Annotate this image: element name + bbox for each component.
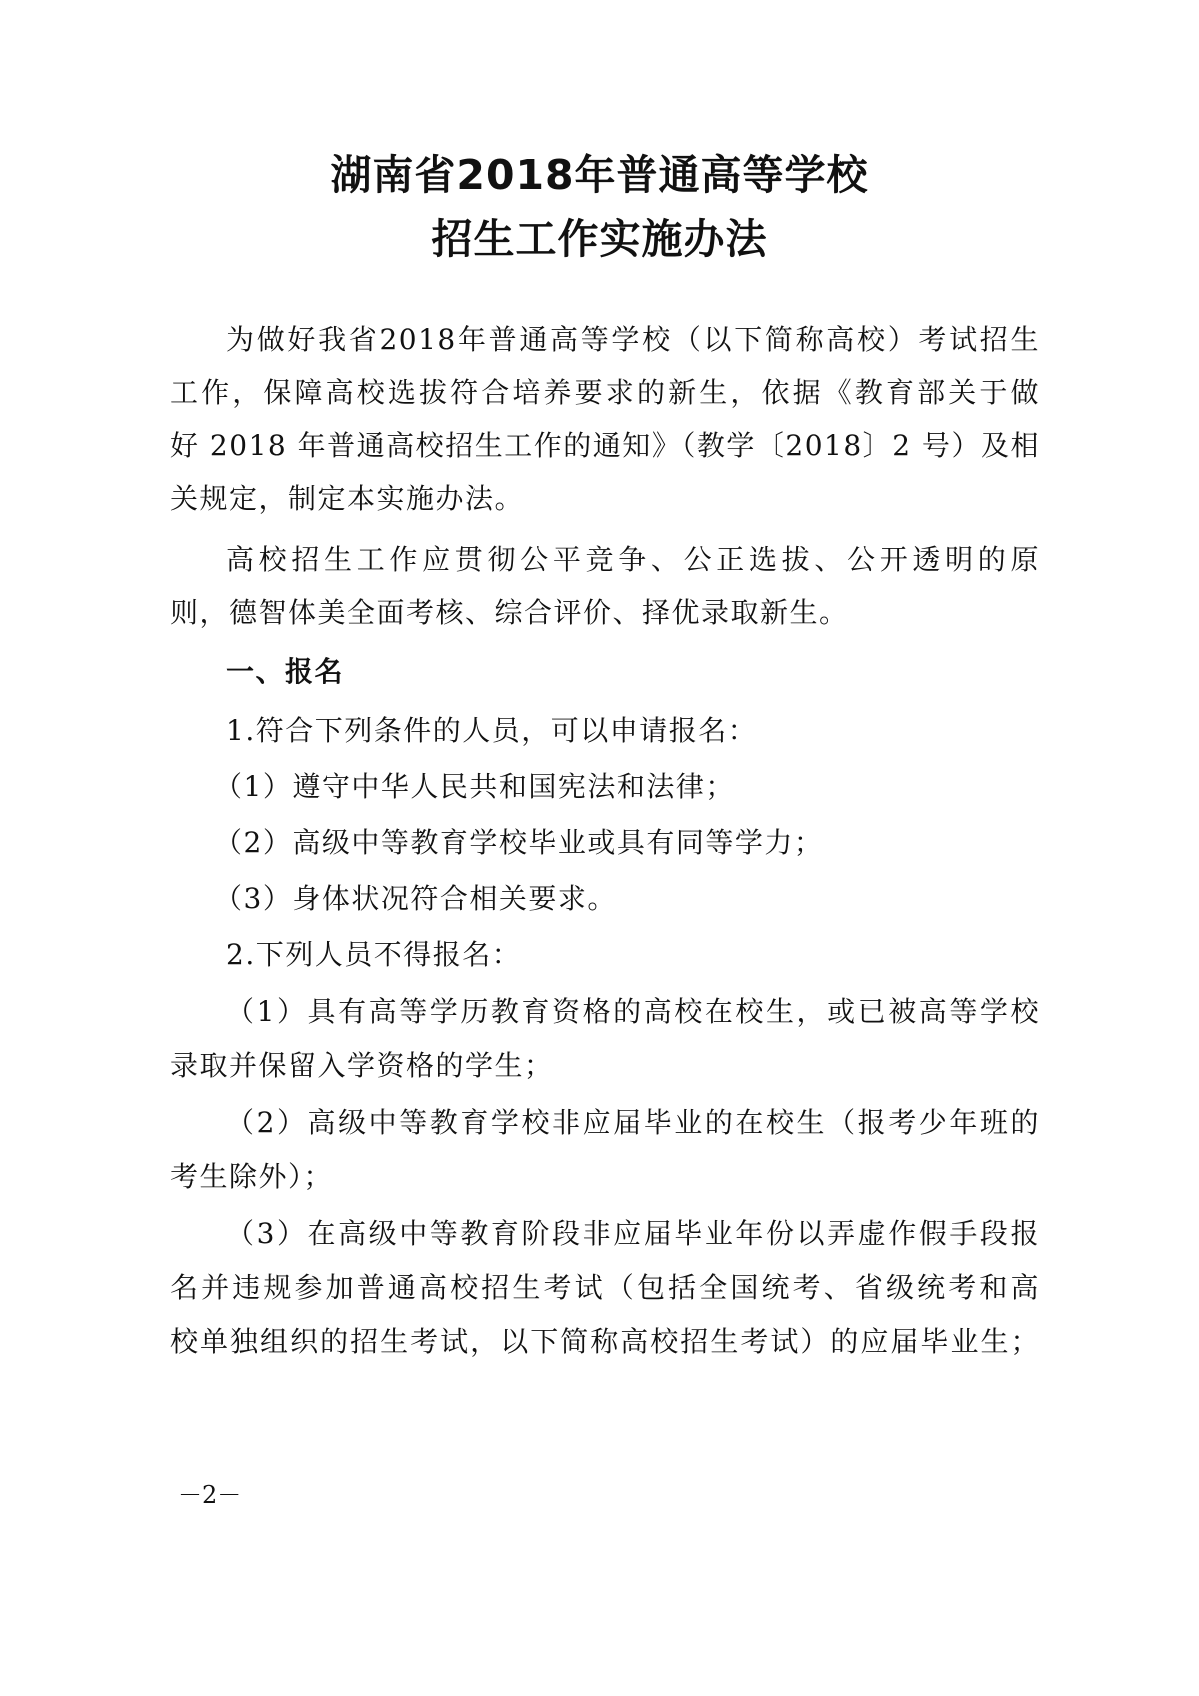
list-item: （1）遵守中华人民共和国宪法和法律； xyxy=(214,770,735,803)
list-item: （2）高级中等教育学校非应届毕业的在校生（报考少年班的 xyxy=(226,1106,1040,1139)
page-number: －2－ xyxy=(178,1481,242,1509)
paragraph-line: 名并违规参加普通高校招生考试（包括全国统考、省级统考和高 xyxy=(170,1271,1040,1304)
paragraph-line: 则，德智体美全面考核、综合评价、择优录取新生。 xyxy=(170,596,849,629)
paragraph-line: 为做好我省2018年普通高等学校（以下简称高校）考试招生 xyxy=(226,323,1040,356)
paragraph-line: 工作，保障高校选拔符合培养要求的新生，依据《教育部关于做 xyxy=(170,376,1040,409)
paragraph-line: 录取并保留入学资格的学生； xyxy=(170,1049,554,1082)
list-item: （3）身体状况符合相关要求。 xyxy=(214,882,617,915)
document-title-line1: 湖南省2018年普通高等学校 xyxy=(330,151,869,199)
list-item: （2）高级中等教育学校毕业或具有同等学力； xyxy=(214,826,824,859)
paragraph-line: 1.符合下列条件的人员，可以申请报名： xyxy=(226,714,758,747)
paragraph-line: 关规定，制定本实施办法。 xyxy=(170,482,525,515)
document-title-line2: 招生工作实施办法 xyxy=(431,215,768,263)
paragraph-line: 校单独组织的招生考试，以下简称高校招生考试）的应届毕业生； xyxy=(170,1325,1040,1358)
paragraph-line: 好 2018 年普通高校招生工作的通知》（教学〔2018〕2 号）及相 xyxy=(170,429,1040,462)
list-item: （3）在高级中等教育阶段非应届毕业年份以弄虚作假手段报 xyxy=(226,1217,1040,1250)
list-item: （1）具有高等学历教育资格的高校在校生，或已被高等学校 xyxy=(226,995,1040,1028)
paragraph-line: 考生除外）； xyxy=(170,1160,334,1193)
paragraph-line: 2.下列人员不得报名： xyxy=(226,938,522,971)
paragraph-line: 高校招生工作应贯彻公平竞争、公正选拔、公开透明的原 xyxy=(226,543,1040,576)
section-heading: 一、报名 xyxy=(226,655,345,688)
